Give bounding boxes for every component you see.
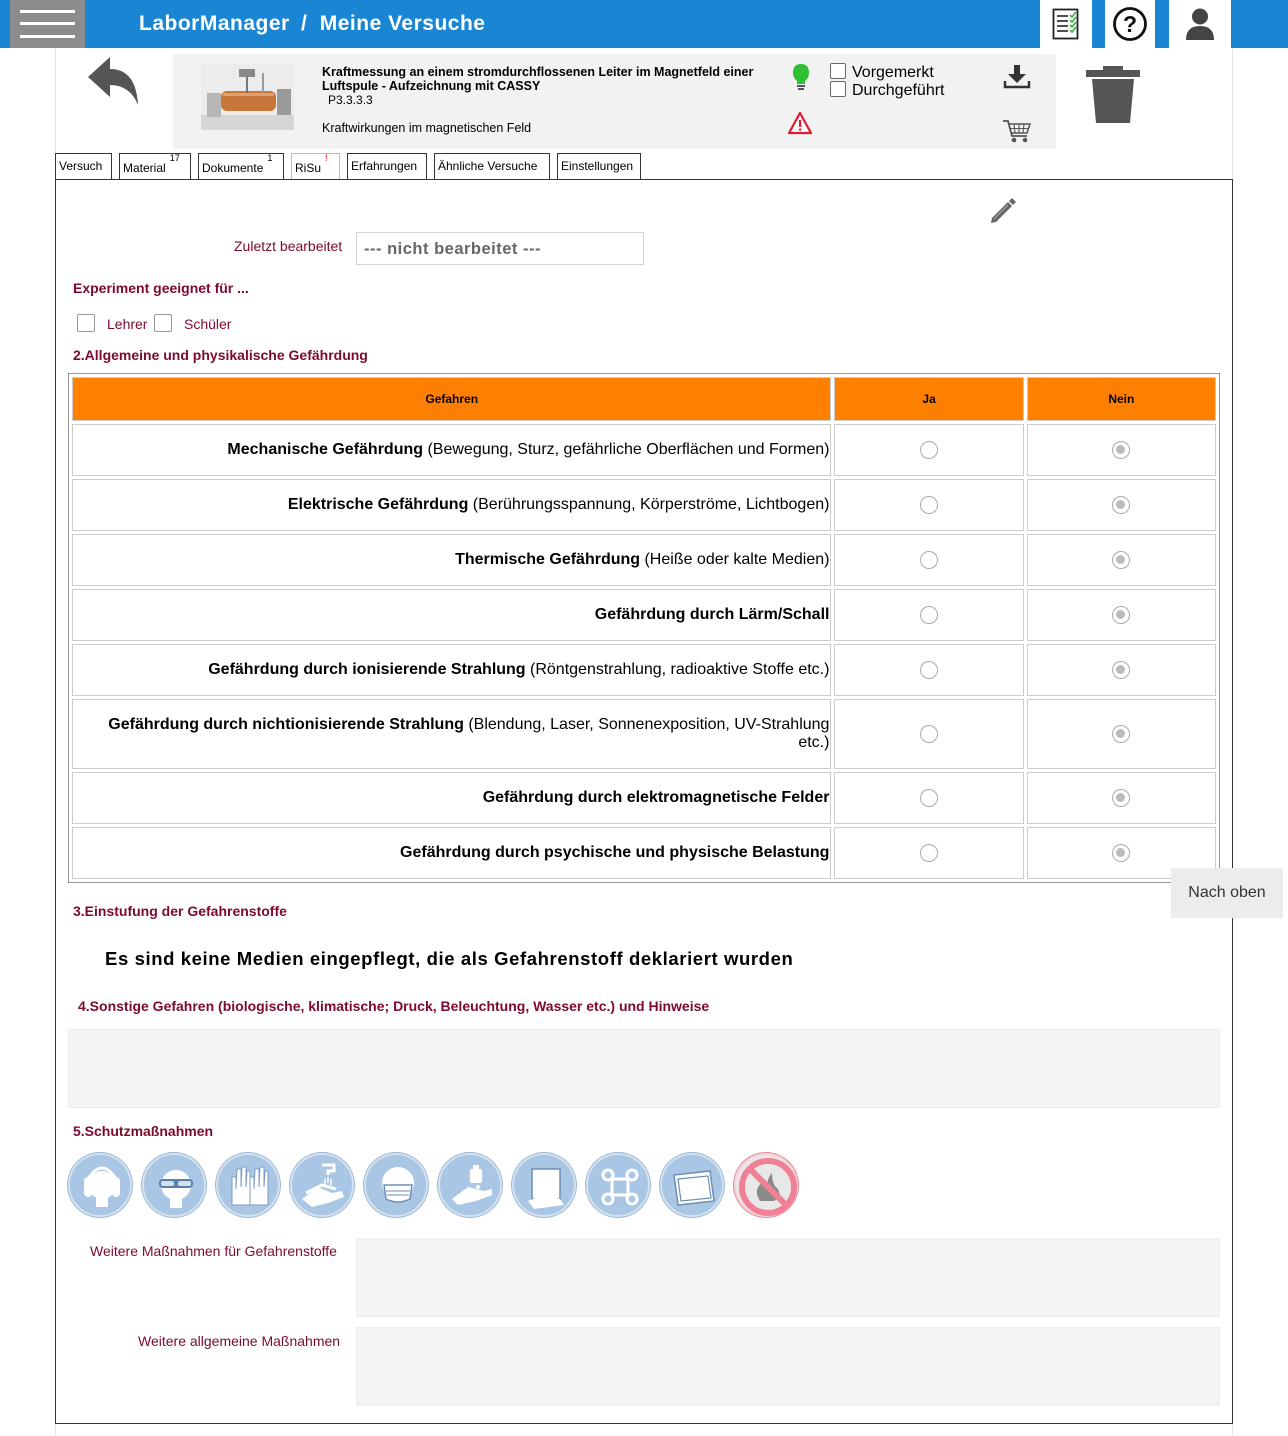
no-open-flame-icon[interactable] (734, 1153, 798, 1217)
radio-ja[interactable] (920, 661, 938, 679)
hazard-name: Gefährdung durch psychische und physische Belastung (400, 844, 830, 861)
wash-hands-icon[interactable] (290, 1153, 354, 1217)
tab-risu[interactable]: RiSu! (291, 153, 340, 180)
extra-general-label: Weitere allgemeine Maßnahmen (138, 1333, 341, 1349)
radio-ja[interactable] (920, 441, 938, 459)
radio-nein[interactable] (1112, 844, 1130, 862)
flag-vorgemerkt[interactable] (830, 63, 934, 82)
experiment-setup-image-icon (201, 63, 294, 130)
answer-cell-ja (834, 589, 1023, 641)
answer-cell-nein (1027, 699, 1216, 769)
answer-cell-ja (834, 424, 1023, 476)
last-edited-field[interactable] (356, 232, 644, 265)
safety-goggles-icon[interactable] (142, 1153, 206, 1217)
hazard-description (72, 479, 831, 531)
hazard-description (72, 424, 831, 476)
help-button[interactable] (1105, 0, 1155, 48)
hazard-table (68, 373, 1220, 883)
checklist-button[interactable] (1040, 0, 1092, 48)
protective-gloves-icon[interactable] (216, 1153, 280, 1217)
top-bar (0, 0, 1288, 48)
radio-nein[interactable] (1112, 606, 1130, 624)
experiment-thumbnail[interactable] (201, 63, 294, 130)
download-icon[interactable] (1003, 64, 1031, 90)
answer-cell-nein (1027, 772, 1216, 824)
tab-einstellungen[interactable]: Einstellungen (557, 153, 641, 179)
hazard-name: Thermische Gefährdung (455, 551, 641, 568)
hazard-description (72, 644, 831, 696)
radio-nein[interactable] (1112, 441, 1130, 459)
hand-cream-icon[interactable] (438, 1153, 502, 1217)
answer-cell-nein (1027, 589, 1216, 641)
table-row (72, 589, 1216, 641)
tab-dokumente[interactable]: Dokumente$^1$ (198, 153, 284, 179)
radio-nein[interactable] (1112, 661, 1130, 679)
last-edited-label: Zuletzt bearbeitet (234, 238, 343, 254)
experiment-title: Kraftmessung an einem stromdurchflossenen Leiter im Magnetfeld einer Luftspule - Aufzeichnung mit CASSY (322, 65, 754, 93)
answer-cell-nein (1027, 424, 1216, 476)
breadcrumb-section: Meine Versuche (319, 12, 486, 35)
experiment-category: Kraftwirkungen im magnetischen Feld (322, 121, 532, 135)
fume-hood-icon[interactable] (586, 1153, 650, 1217)
radio-ja[interactable] (920, 844, 938, 862)
table-header-row (72, 377, 1216, 421)
experiment-code: P3.3.3.3 (328, 93, 373, 107)
trash-icon[interactable] (1086, 66, 1140, 124)
durchgefuehrt-checkbox[interactable] (830, 81, 846, 97)
hazard-name: Gefährdung durch nichtionisierende Strahlung (108, 716, 464, 733)
answer-cell-nein (1027, 644, 1216, 696)
answer-cell-ja (834, 534, 1023, 586)
warning-icon[interactable] (787, 111, 813, 135)
other-hazards-textarea[interactable] (68, 1029, 1220, 1108)
help-icon (1112, 6, 1148, 42)
answer-cell-nein (1027, 534, 1216, 586)
tab-versuch[interactable]: Versuch (55, 153, 112, 179)
column-header-gefahren: Gefahren (72, 377, 831, 421)
extra-general-textarea[interactable] (356, 1327, 1220, 1406)
section-2-heading: 2.Allgemeine und physikalische Gefährdung (73, 347, 368, 363)
radio-nein[interactable] (1112, 496, 1130, 514)
radio-ja[interactable] (920, 789, 938, 807)
lab-coat-icon[interactable] (512, 1153, 576, 1217)
lehrer-label: Lehrer (107, 316, 148, 332)
hazard-description (72, 534, 831, 586)
table-row (72, 772, 1216, 824)
hazard-description (72, 699, 831, 769)
first-aid-box-icon[interactable] (660, 1153, 724, 1217)
tab-aehnliche-versuche[interactable]: Ähnliche Versuche (434, 153, 550, 179)
radio-ja[interactable] (920, 551, 938, 569)
hazard-description (72, 589, 831, 641)
answer-cell-ja (834, 644, 1023, 696)
durchgefuehrt-label: Durchgeführt (852, 82, 945, 99)
hazard-description (72, 772, 831, 824)
hazard-examples: (Berührungsspannung, Körperströme, Lichtbogen) (468, 496, 830, 513)
user-profile-button[interactable] (1169, 0, 1231, 48)
table-row (72, 827, 1216, 879)
no-hazmat-message: Es sind keine Medien eingepflegt, die als Gefahrenstoff deklariert wurden (105, 948, 794, 969)
back-arrow-icon[interactable] (86, 55, 142, 107)
answer-cell-ja (834, 772, 1023, 824)
page-title (139, 12, 485, 36)
table-row (72, 534, 1216, 586)
edit-pencil-icon[interactable] (988, 195, 1018, 225)
table-row (72, 644, 1216, 696)
column-header-nein: Nein (1027, 377, 1216, 421)
answer-cell-ja (834, 479, 1023, 531)
table-row (72, 479, 1216, 531)
shopping-cart-icon[interactable] (1002, 118, 1032, 144)
tab-material[interactable]: Material$^{17}$ (119, 153, 191, 179)
hazard-name: Gefährdung durch ionisierende Strahlung (208, 661, 526, 678)
menu-icon (20, 10, 75, 13)
last-edited-value: --- nicht bearbeitet --- (364, 240, 541, 258)
hazard-examples: (Heiße oder kalte Medien) (640, 551, 830, 568)
checklist-icon (1052, 8, 1080, 40)
radio-nein[interactable] (1112, 789, 1130, 807)
hazard-description (72, 827, 831, 879)
schueler-checkbox[interactable] (154, 314, 172, 332)
radio-ja[interactable] (920, 496, 938, 514)
tab-badge: ! (325, 153, 328, 163)
hamburger-menu-button[interactable] (10, 0, 85, 48)
hazard-name: Mechanische Gefährdung (227, 441, 424, 458)
answer-cell-nein (1027, 479, 1216, 531)
radio-ja[interactable] (920, 725, 938, 743)
scroll-to-top-button[interactable]: Nach oben (1171, 868, 1283, 918)
section-3-heading: 3.Einstufung der Gefahrenstoffe (73, 903, 287, 919)
suitable-heading: Experiment geeignet für ... (73, 280, 249, 296)
hazard-examples: (Bewegung, Sturz, gefährliche Oberflächen und Formen) (423, 441, 830, 458)
vorgemerkt-checkbox[interactable] (830, 63, 846, 79)
section-5-heading: 5.Schutzmaßnahmen (73, 1123, 214, 1139)
tab-erfahrungen[interactable]: Erfahrungen (347, 153, 427, 179)
extra-hazmat-label: Weitere Maßnahmen für Gefahrenstoffe (90, 1243, 337, 1259)
face-mask-icon[interactable] (364, 1153, 428, 1217)
flag-durchgefuehrt[interactable] (830, 81, 945, 100)
radio-nein[interactable] (1112, 725, 1130, 743)
tab-badge: 1 (267, 153, 273, 163)
hazard-name: Gefährdung durch elektromagnetische Felder (482, 789, 830, 806)
column-header-ja: Ja (834, 377, 1023, 421)
section-4-heading: 4.Sonstige Gefahren (biologische, klimatische; Druck, Beleuchtung, Wasser etc.) und Hinweise (78, 998, 710, 1014)
radio-ja[interactable] (920, 606, 938, 624)
svg-text:?: ? (1122, 11, 1138, 37)
extra-hazmat-textarea[interactable] (356, 1238, 1220, 1317)
radio-nein[interactable] (1112, 551, 1130, 569)
table-row (72, 699, 1216, 769)
answer-cell-ja (834, 827, 1023, 879)
hazard-name: Elektrische Gefährdung (287, 496, 469, 513)
hazard-examples: (Röntgenstrahlung, radioaktive Stoffe etc.) (525, 661, 830, 678)
tab-badge: 17 (169, 153, 180, 163)
user-icon (1185, 7, 1215, 41)
ear-protection-icon[interactable] (68, 1153, 132, 1217)
vorgemerkt-label: Vorgemerkt (852, 64, 934, 81)
hazard-name: Gefährdung durch Lärm/Schall (594, 606, 830, 623)
lightbulb-icon[interactable] (791, 63, 811, 91)
schueler-label: Schüler (184, 316, 232, 332)
breadcrumb-separator: / (301, 12, 308, 35)
app-name[interactable]: LaborManager (139, 12, 290, 35)
lehrer-checkbox[interactable] (77, 314, 95, 332)
table-row (72, 424, 1216, 476)
answer-cell-ja (834, 699, 1023, 769)
hazard-examples: (Blendung, Laser, Sonnenexposition, UV-Strahlung etc.) (463, 716, 830, 751)
